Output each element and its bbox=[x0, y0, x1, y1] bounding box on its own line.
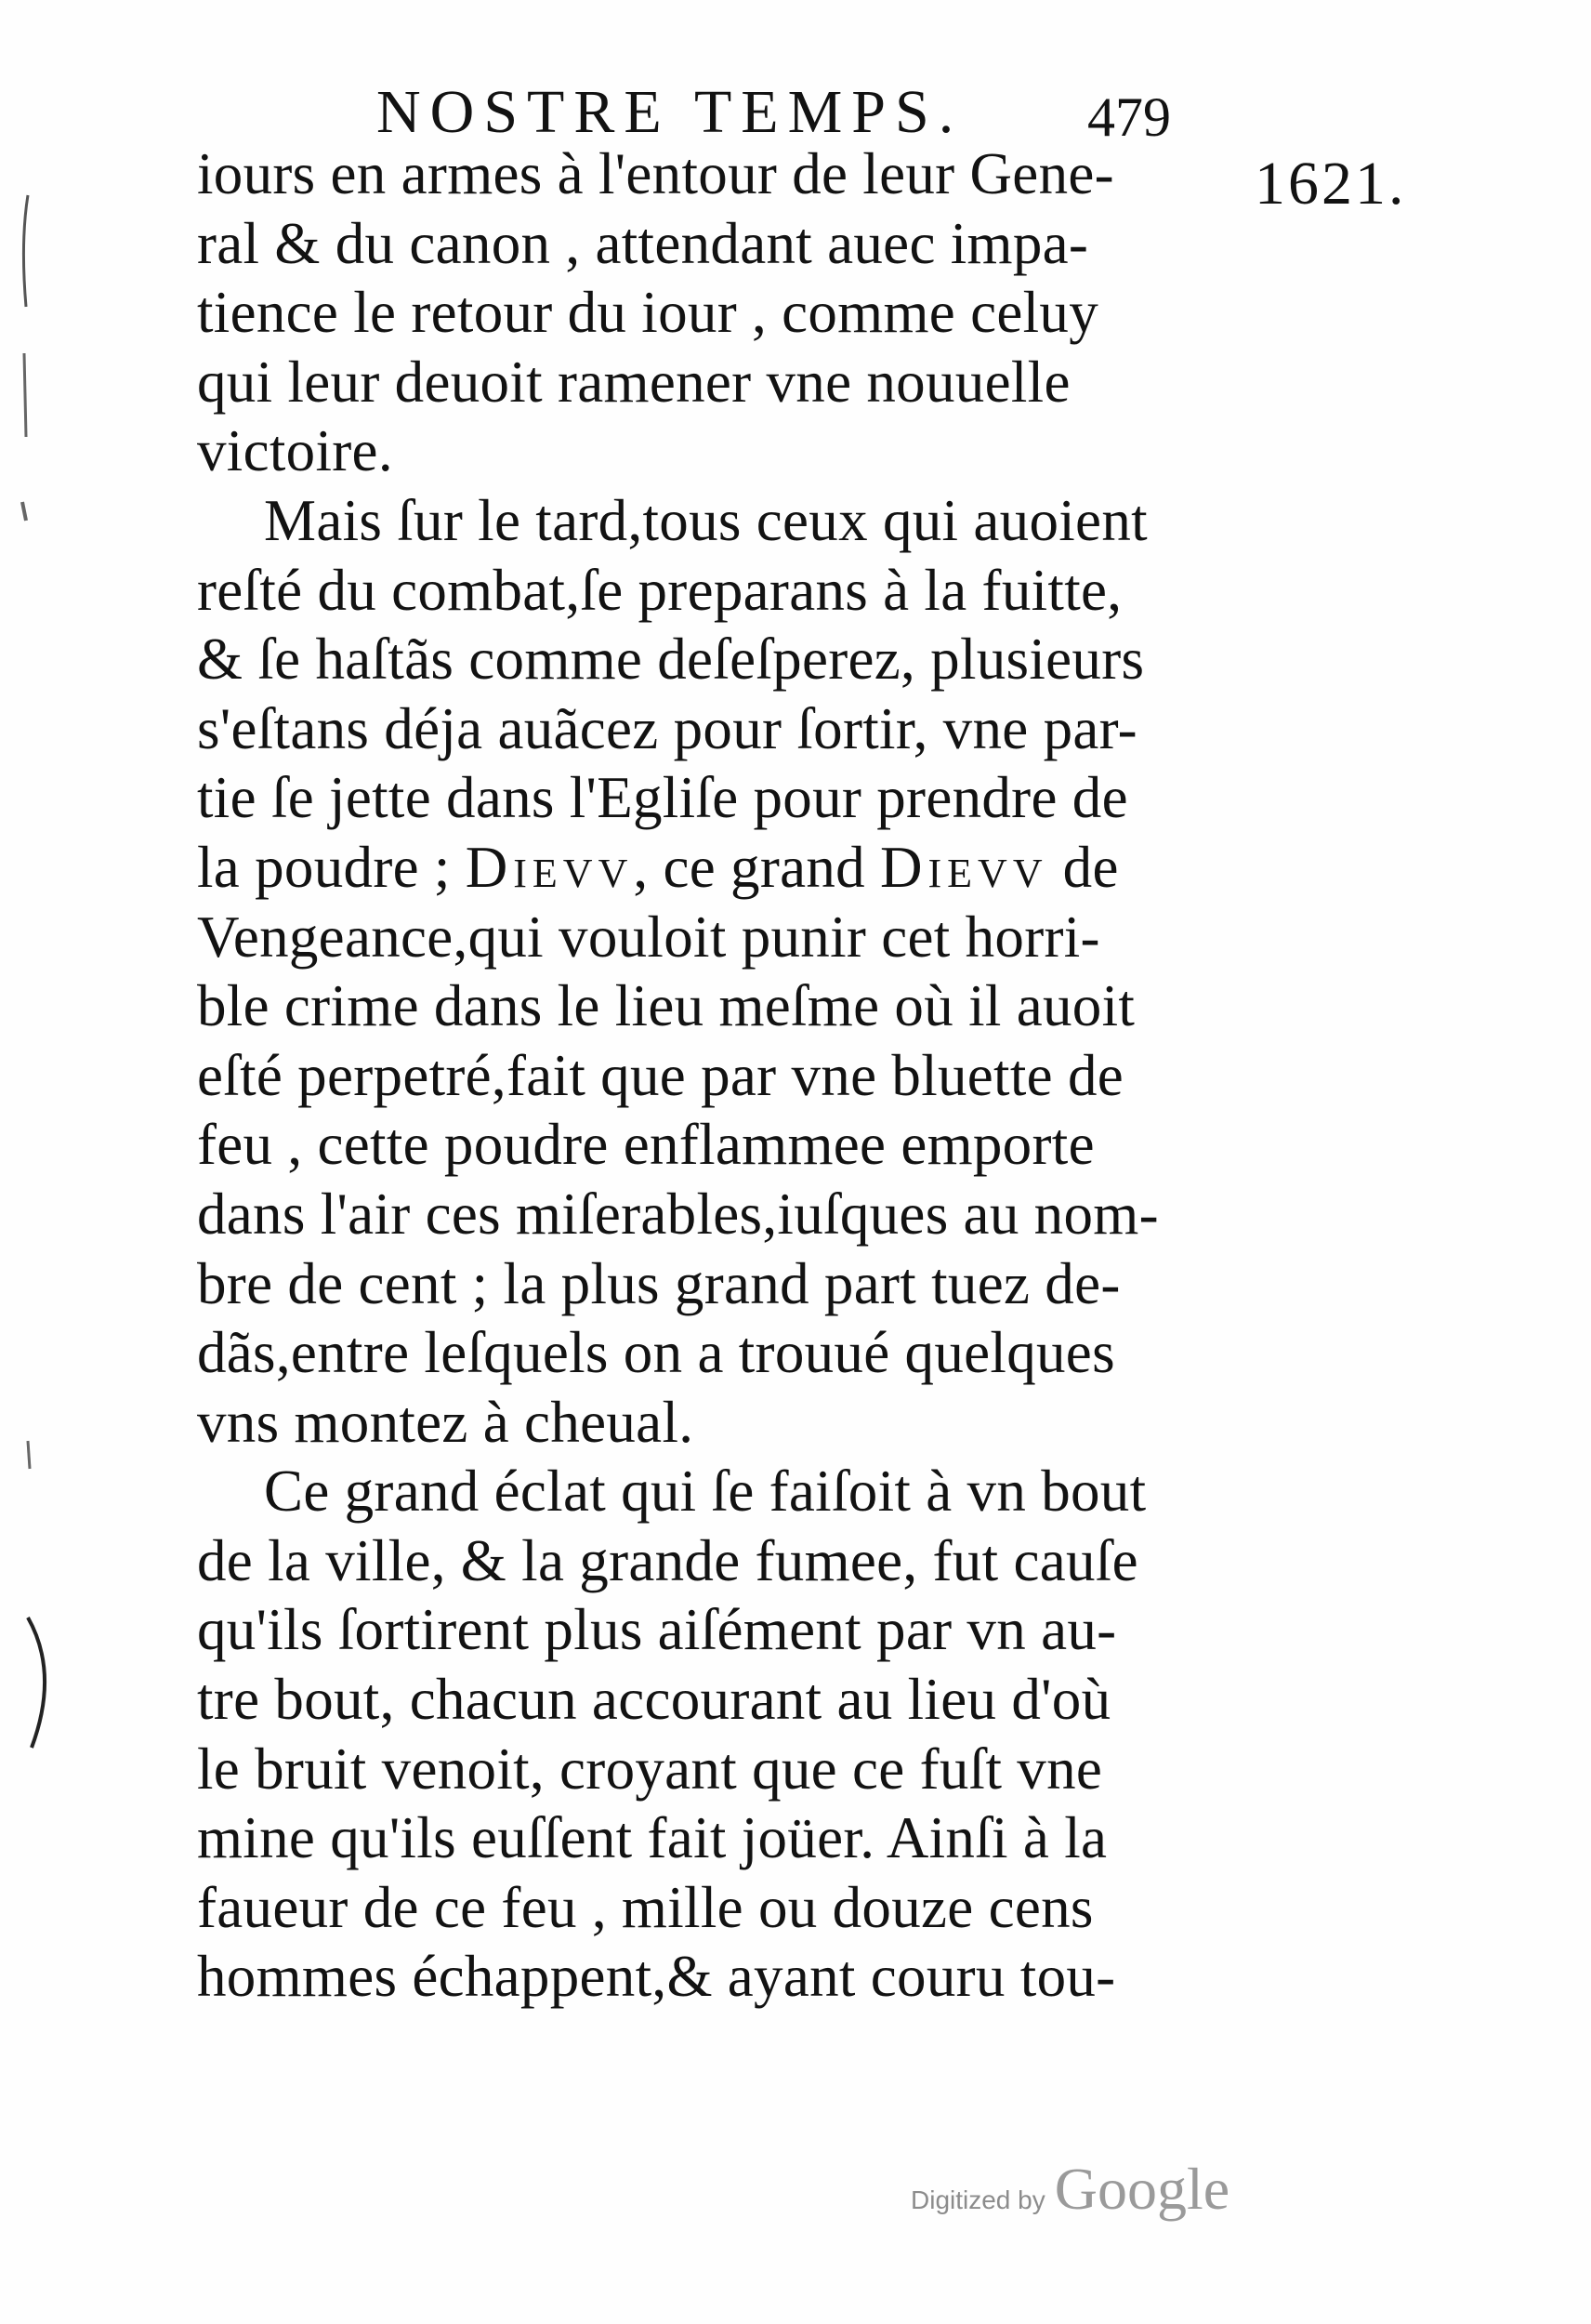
text-line: qu'ils ſortirent plus aiſément par vn au- bbox=[197, 1597, 1117, 1663]
page-edge-marks bbox=[0, 0, 112, 2324]
text-line: ble crime dans le lieu meſme où il auoit bbox=[197, 973, 1136, 1039]
text-line: & ſe haſtãs comme deſeſperez, plusieurs bbox=[197, 627, 1145, 693]
text-line: dans l'air ces miſerables,iuſques au nom- bbox=[197, 1181, 1159, 1247]
text-line: iours en armes à l'entour de leur Gene- bbox=[197, 141, 1114, 206]
text-line: de la ville, & la grande fumee, fut cauſe bbox=[197, 1527, 1138, 1593]
body-text bbox=[197, 139, 1229, 2012]
running-head: NOSTRE TEMPS. bbox=[376, 78, 964, 146]
google-logo-text: Google bbox=[1054, 2156, 1230, 2222]
text-line: feu , cette poudre enflammee emporte bbox=[197, 1112, 1095, 1178]
text-line: tre bout, chacun accourant au lieu d'où bbox=[197, 1667, 1111, 1733]
text-fragment: , ce grand bbox=[633, 834, 881, 900]
text-line: qui leur deuoit ramener vne nouuelle bbox=[197, 349, 1071, 415]
digitized-by-google-watermark bbox=[911, 2155, 1229, 2224]
paragraph-start-line: Ce grand éclat qui ſe faiſoit à vn bout bbox=[264, 1459, 1147, 1525]
text-line: reſté du combat,ſe preparans à la fuitte, bbox=[197, 557, 1123, 623]
text-fragment: la poudre ; bbox=[197, 834, 466, 900]
text-line: tience le retour du iour , comme celuy bbox=[197, 280, 1099, 346]
margin-year-note: 1621. bbox=[1255, 150, 1407, 218]
paragraph-start-line: Mais ſur le tard,tous ceux qui auoient bbox=[264, 487, 1148, 553]
text-line: mine qu'ils euſſent fait joüer. Ainſi à la bbox=[197, 1805, 1108, 1871]
text-line: Vengeance,qui vouloit punir cet horri- bbox=[197, 904, 1100, 970]
text-line bbox=[197, 833, 1229, 903]
text-line: ral & du canon , attendant auec impa- bbox=[197, 210, 1089, 276]
text-line: le bruit venoit, croyant que ce fuſt vne bbox=[197, 1736, 1103, 1802]
text-line: tie ſe jette dans l'Egliſe pour prendre de bbox=[197, 765, 1128, 831]
text-line: faueur de ce feu , mille ou douze cens bbox=[197, 1874, 1094, 1940]
divine-name: Dievv bbox=[465, 834, 634, 900]
text-line: s'eſtans déja auãcez pour ſortir, vne par- bbox=[197, 695, 1137, 761]
digitized-prefix: Digitized by bbox=[911, 2185, 1045, 2214]
page-number: 479 bbox=[1087, 86, 1171, 148]
text-line: dãs,entre leſquels on a trouué quelques bbox=[197, 1320, 1115, 1386]
text-line: vns montez à cheual. bbox=[197, 1389, 694, 1455]
text-fragment: de bbox=[1047, 834, 1119, 900]
text-line: eſté perpetré,fait que par vne bluette de bbox=[197, 1042, 1124, 1108]
text-line: hommes échappent,& ayant couru tou- bbox=[197, 1944, 1116, 2010]
divine-name: Dievv bbox=[880, 834, 1048, 900]
text-line: bre de cent ; la plus grand part tuez de- bbox=[197, 1250, 1121, 1316]
text-line: victoire. bbox=[197, 418, 393, 484]
